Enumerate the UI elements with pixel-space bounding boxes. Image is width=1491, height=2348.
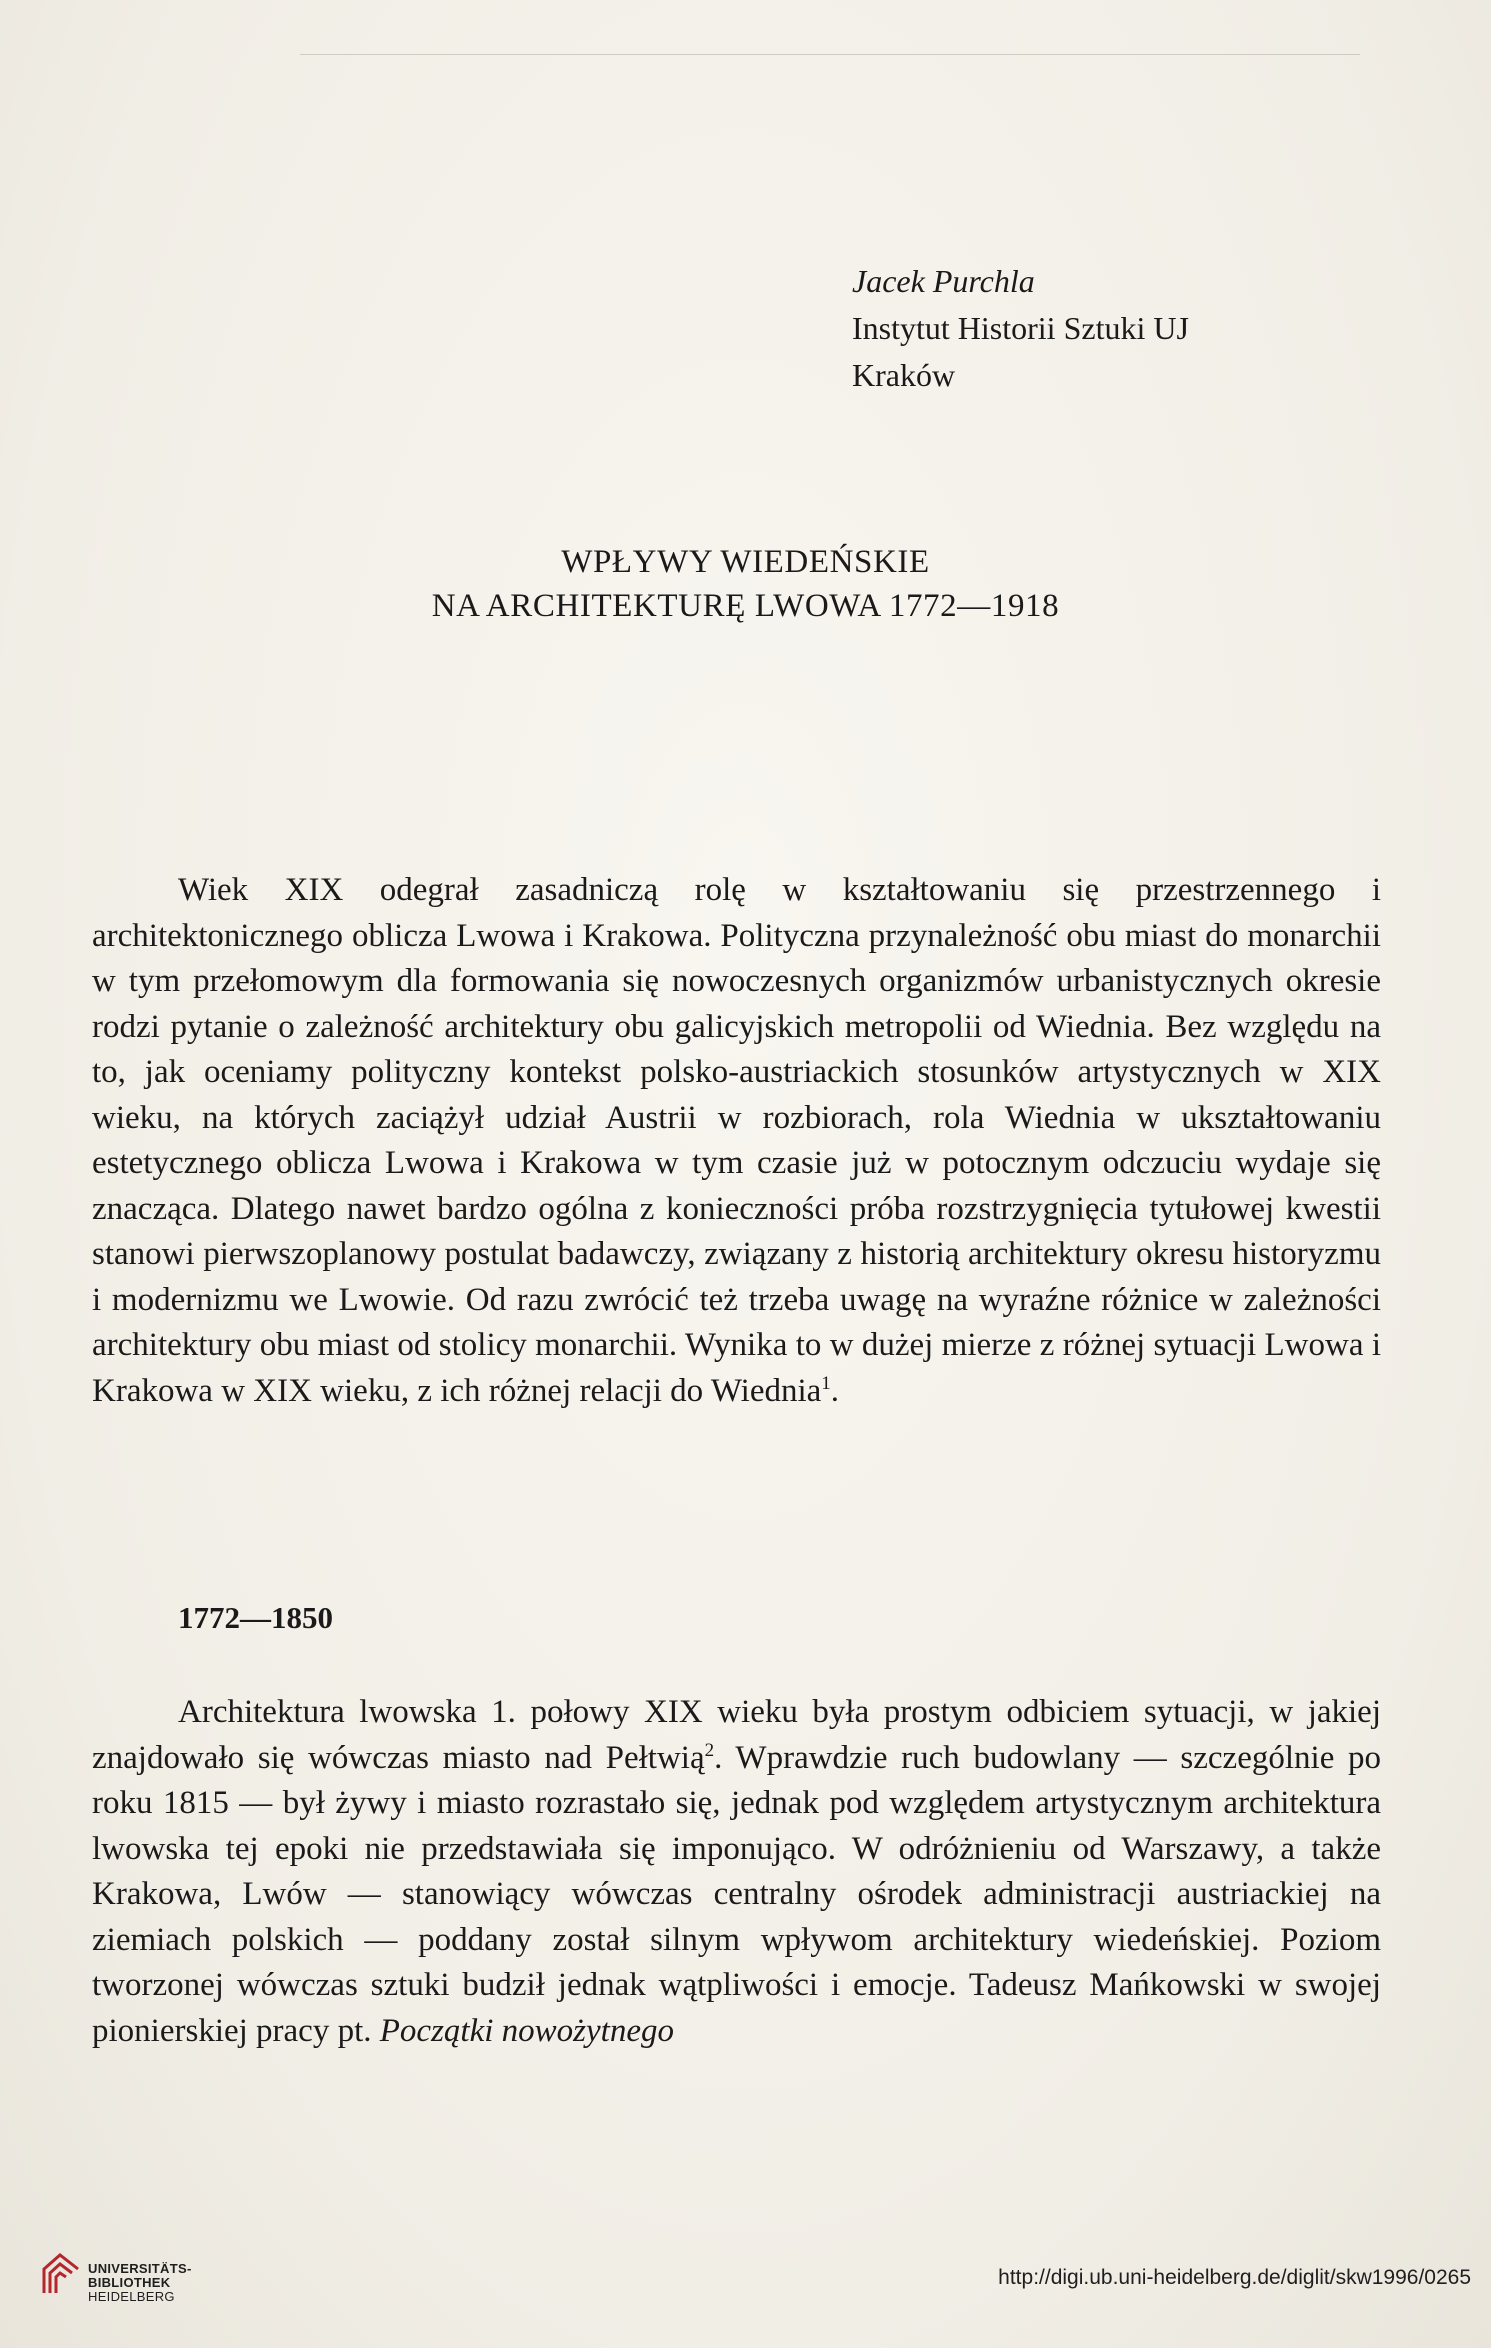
section-paragraph-block xyxy=(92,1690,1381,2054)
intro-paragraph-block xyxy=(92,868,1381,1414)
library-logo-text xyxy=(88,2262,192,2304)
library-logo-icon xyxy=(40,2249,82,2295)
bleed-through-rule xyxy=(300,54,1360,55)
author-city: Kraków xyxy=(852,357,956,393)
title-line-2: NA ARCHITEKTURĘ LWOWA 1772—1918 xyxy=(431,588,1060,624)
section-paragraph-text-2: . Wprawdzie ruch budowlany — szczególnie po roku 1815 — był żywy i miasto rozrastało się, jednak pod względem artystycznym architektura lwowska tej epoki nie przedstawiała się imponująco. W odróżnieniu od Warszawy, a także Krakowa, Lwów — stanowiący wówczas centralny ośrodek administracji austriackiej na ziemiach polskich — poddany został silnym wpływom architektury wiedeńskiej. Poziom tworzonej wówczas sztuki budził jednak wątpliwości i emocje. Tadeusz Mańkowski w swojej pionierskiej pracy pt. xyxy=(92,1739,1381,2049)
source-url-link[interactable]: http://digi.ub.uni-heidelberg.de/diglit/skw1996/0265 xyxy=(998,2266,1471,2289)
author-block xyxy=(852,258,1189,399)
section-heading: 1772—1850 xyxy=(178,1600,333,1635)
section-paragraph xyxy=(92,1690,1381,2054)
intro-paragraph xyxy=(92,868,1381,1414)
footnote-ref-1: 1 xyxy=(821,1372,831,1394)
title-line-1: WPŁYWY WIEDEŃSKIE xyxy=(561,544,930,580)
intro-paragraph-end: . xyxy=(830,1372,840,1409)
footnote-ref-2: 2 xyxy=(704,1739,715,1761)
author-name: Jacek Purchla xyxy=(852,263,1035,299)
logo-line-2: BIBLIOTHEK xyxy=(88,2275,171,2290)
logo-line-1: UNIVERSITÄTS- xyxy=(88,2261,192,2276)
intro-paragraph-text: Wiek XIX odegrał zasadniczą rolę w kształtowaniu się przestrzennego i architektonicznego oblicza Lwowa i Krakowa. Polityczna przynależność obu miast do monarchii w tym przełomowym dla formowania się nowoczesnych organizmów urbanistycznych okresie rodzi pytanie o zależność architektury obu galicyjskich metropolii od Wiednia. Bez względu na to, jak oceniamy polityczny kontekst polsko-austriackich stosunków artystycznych w XIX wieku, na których zaciążył udział Austrii w rozbiorach, rola Wiednia w ukształtowaniu estetycznego oblicza Lwowa i Krakowa w tym czasie już w potocznym odczuciu wydaje się znacząca. Dlatego nawet bardzo ogólna z konieczności próba rozstrzygnięcia tytułowej kwestii stanowi pierwszoplanowy postulat badawczy, związany z historią architektury okresu historyzmu i modernizmu we Lwowie. Od razu zwrócić też trzeba uwagę na wyraźne różnice w zależności architektury obu miast od stolicy monarchii. Wynika to w dużej mierze z różnej sytuacji Lwowa i Krakowa w XIX wieku, z ich różnej relacji do Wiednia xyxy=(92,872,1381,1409)
logo-line-3: HEIDELBERG xyxy=(88,2289,175,2304)
book-title-italic: Początki nowożytnego xyxy=(379,2012,674,2049)
article-title xyxy=(0,540,1491,628)
author-institution: Instytut Historii Sztuki UJ xyxy=(852,310,1189,346)
section-paragraph-text-1: Architektura lwowska 1. połowy XIX wieku była prostym odbiciem sytuacji, w jakiej znajdowało się wówczas miasto nad Pełtwią xyxy=(92,1694,1381,1776)
